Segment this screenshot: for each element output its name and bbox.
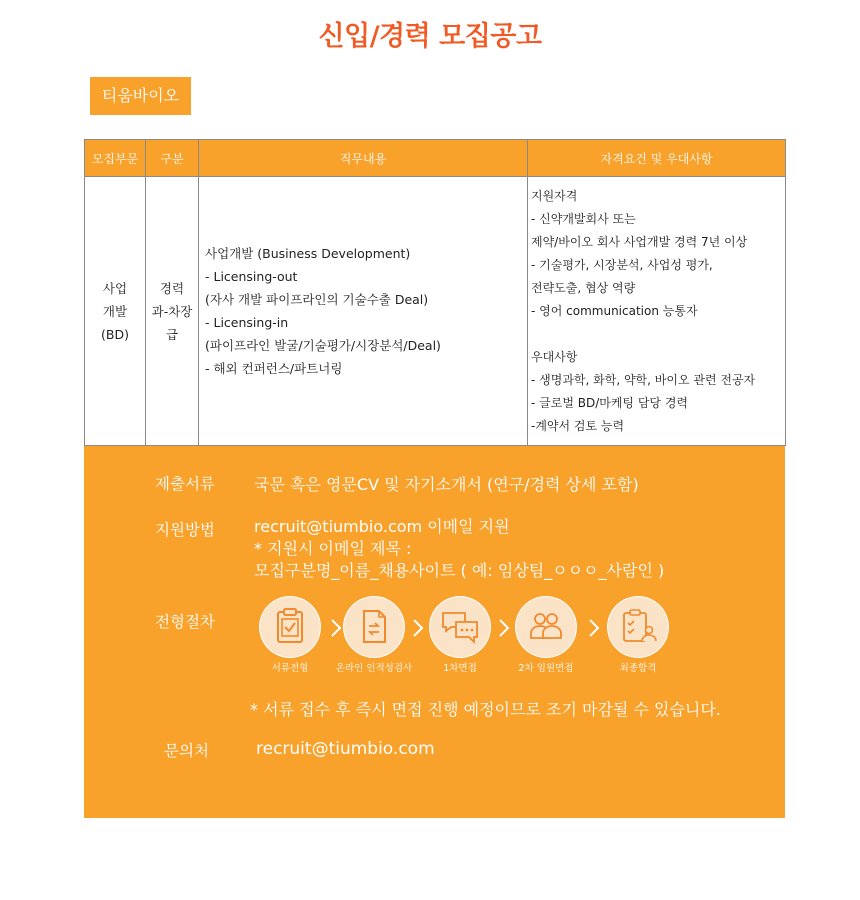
table-header-row: [85, 140, 786, 177]
duty-line: (파이프라인 발굴/기술평가/시장분석/Deal): [205, 338, 441, 353]
chevron-right-icon: [586, 618, 602, 638]
header-department: 모집부문: [85, 140, 146, 177]
contact-email[interactable]: recruit@tiumbio.com: [256, 739, 435, 759]
clipboard-check-icon: [259, 596, 321, 658]
step-label: 1차면접: [443, 663, 477, 674]
qualification-line: - 기술평가, 시장분석, 사업성 평가,: [531, 257, 713, 272]
qualification-line: - 영어 communication 능통자: [531, 303, 698, 318]
job-table: [84, 139, 786, 446]
qualification-line: [531, 323, 785, 346]
step-document-screening: [259, 596, 321, 658]
method-label: 지원방법: [155, 521, 215, 539]
category-line: 과-차장: [151, 303, 193, 319]
method-subject-line: * 지원시 이메일 제목 :: [254, 539, 412, 558]
department-line: 개발: [102, 303, 128, 319]
qualification-line: 제약/바이오 회사 사업개발 경력 7년 이상: [531, 234, 748, 249]
method-email-line[interactable]: recruit@tiumbio.com 이메일 지원: [254, 517, 510, 536]
department-line: (BD): [101, 326, 129, 342]
duty-line: - Licensing-out: [205, 269, 298, 284]
qualification-line: -계약서 검토 능력: [531, 418, 625, 433]
qualification-line: - 글로벌 BD/마케팅 담당 경력: [531, 395, 689, 410]
department-cell: [85, 177, 146, 446]
documents-value: 국문 혹은 영문CV 및 자기소개서 (연구/경력 상세 포함): [254, 475, 639, 494]
qualification-line: - 신약개발회사 또는: [531, 211, 636, 226]
method-format-line: 모집구분명_이름_채용사이트 ( 예: 임상팀_ㅇㅇㅇ_사람인 ): [254, 561, 665, 580]
table-row: [85, 177, 786, 446]
duty-line: - Licensing-in: [205, 315, 289, 330]
qualifications-cell: [528, 177, 786, 446]
documents-label: 제출서류: [155, 475, 215, 493]
step-online-aptitude-test: [343, 596, 405, 658]
duty-line: 사업개발 (Business Development): [205, 246, 411, 261]
qualification-line: 우대사항: [531, 349, 578, 364]
step-label: 서류전형: [271, 663, 309, 674]
contact-label: 문의처: [164, 742, 209, 760]
qualification-line: 전략도출, 협상 역량: [531, 280, 636, 295]
header-qualifications: 자격요건 및 우대사항: [528, 140, 786, 177]
duty-line: - 해외 컨퍼런스/파트너링: [205, 361, 343, 376]
company-badge: 티움바이오: [90, 77, 191, 115]
clipboard-person-icon: [607, 596, 669, 658]
step-final-acceptance: [607, 596, 669, 658]
department-line: 사업: [102, 280, 128, 296]
step-label: 최종합격: [619, 663, 657, 674]
people-icon: [515, 596, 577, 658]
application-info-panel: [84, 446, 785, 818]
step-executive-interview: [515, 596, 577, 658]
method-value: [254, 516, 664, 582]
chevron-right-icon: [496, 618, 512, 638]
step-label: 2차 임원면접: [518, 663, 574, 674]
duties-cell: [199, 177, 528, 446]
chat-bubbles-icon: [429, 596, 491, 658]
category-cell: [146, 177, 199, 446]
process-label: 전형절차: [155, 613, 215, 631]
chevron-right-icon: [328, 618, 344, 638]
document-sync-icon: [343, 596, 405, 658]
qualification-line: 지원자격: [531, 188, 578, 203]
qualification-line: - 생명과학, 화학, 약학, 바이오 관련 전공자: [531, 372, 756, 387]
category-line: 경력: [159, 280, 185, 296]
duty-line: (자사 개발 파이프라인의 기술수출 Deal): [205, 292, 429, 307]
header-category: 구분: [146, 140, 199, 177]
step-label: 온라인 인적성검사: [335, 663, 413, 674]
step-first-interview: [429, 596, 491, 658]
notice-text: * 서류 접수 후 즉시 면접 진행 예정이므로 조기 마감될 수 있습니다.: [250, 700, 721, 719]
header-duties: 직무내용: [199, 140, 528, 177]
chevron-right-icon: [410, 618, 426, 638]
page-title: 신입/경력 모집공고: [318, 21, 542, 52]
category-line: 급: [165, 326, 179, 342]
